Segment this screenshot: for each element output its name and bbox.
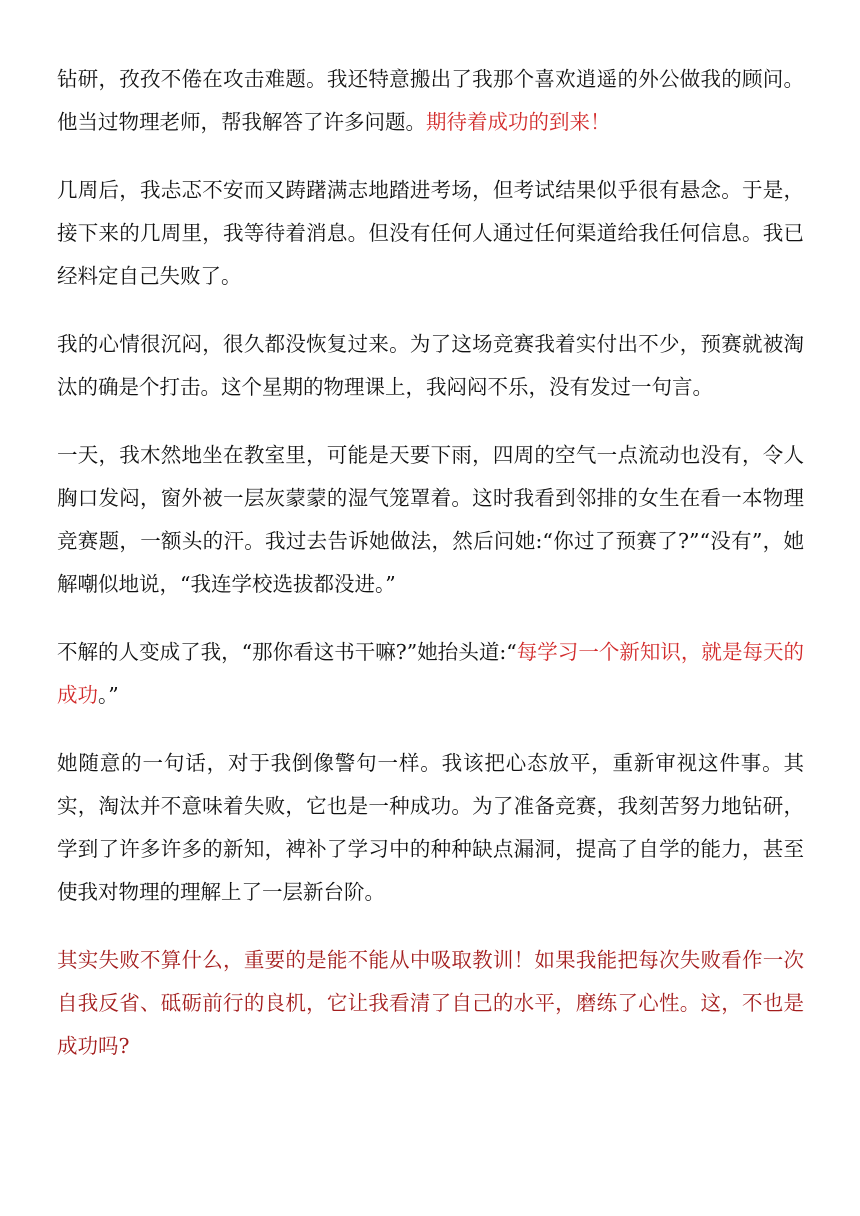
paragraph-3-text: 我的心情很沉闷，很久都没恢复过来。为了这场竞赛我着实付出不少，预赛就被淘汰的确是个打击。这个星期的物理课上，我闷闷不乐，没有发过一句言。 [57, 332, 804, 399]
paragraph-4 [57, 434, 804, 606]
paragraph-7-conclusion [57, 939, 804, 1068]
paragraph-6-text: 她随意的一句话，对于我倒像警句一样。我该把心态放平，重新审视这件事。其实，淘汰并不意味着失败，它也是一种成功。为了准备竞赛，我刻苦努力地钻研，学到了许多许多的新知，裨补了学习中的种种缺点漏洞，提高了自学的能力，甚至使我对物理的理解上了一层新台阶。 [57, 751, 804, 904]
paragraph-4-text: 一天，我木然地坐在教室里，可能是天要下雨，四周的空气一点流动也没有，令人胸口发闷，窗外被一层灰蒙蒙的湿气笼罩着。这时我看到邻排的女生在看一本物理竞赛题，一额头的汗。我过去告诉她做法，然后问她:“你过了预赛了?”“没有”，她解嘲似地说，“我连学校选拔都没进。” [57, 443, 804, 596]
document-body [57, 58, 804, 1093]
paragraph-1-highlight: 期待着成功的到来！ [426, 110, 611, 134]
paragraph-6 [57, 742, 804, 914]
paragraph-5-text-start: 不解的人变成了我，“那你看这书干嘛?”她抬头道:“ [57, 640, 517, 664]
paragraph-1 [57, 58, 804, 144]
paragraph-5-highlight: 每学习一个新知识，就是每天的成功 [57, 640, 805, 707]
paragraph-5 [57, 631, 804, 717]
paragraph-1-text: 钻研，孜孜不倦在攻击难题。我还特意搬出了我那个喜欢逍遥的外公做我的顾问。他当过物理老师，帮我解答了许多问题。 [57, 67, 804, 134]
paragraph-5-text-end: 。” [98, 683, 119, 707]
paragraph-3 [57, 323, 804, 409]
paragraph-7-text: 其实失败不算什么，重要的是能不能从中吸取教训！如果我能把每次失败看作一次自我反省、砥砺前行的良机，它让我看清了自己的水平，磨练了心性。这，不也是成功吗? [57, 948, 804, 1058]
paragraph-2 [57, 169, 804, 298]
paragraph-2-text: 几周后，我忐忑不安而又踌躇满志地踏进考场，但考试结果似乎很有悬念。于是，接下来的几周里，我等待着消息。但没有任何人通过任何渠道给我任何信息。我已经料定自己失败了。 [57, 178, 804, 288]
